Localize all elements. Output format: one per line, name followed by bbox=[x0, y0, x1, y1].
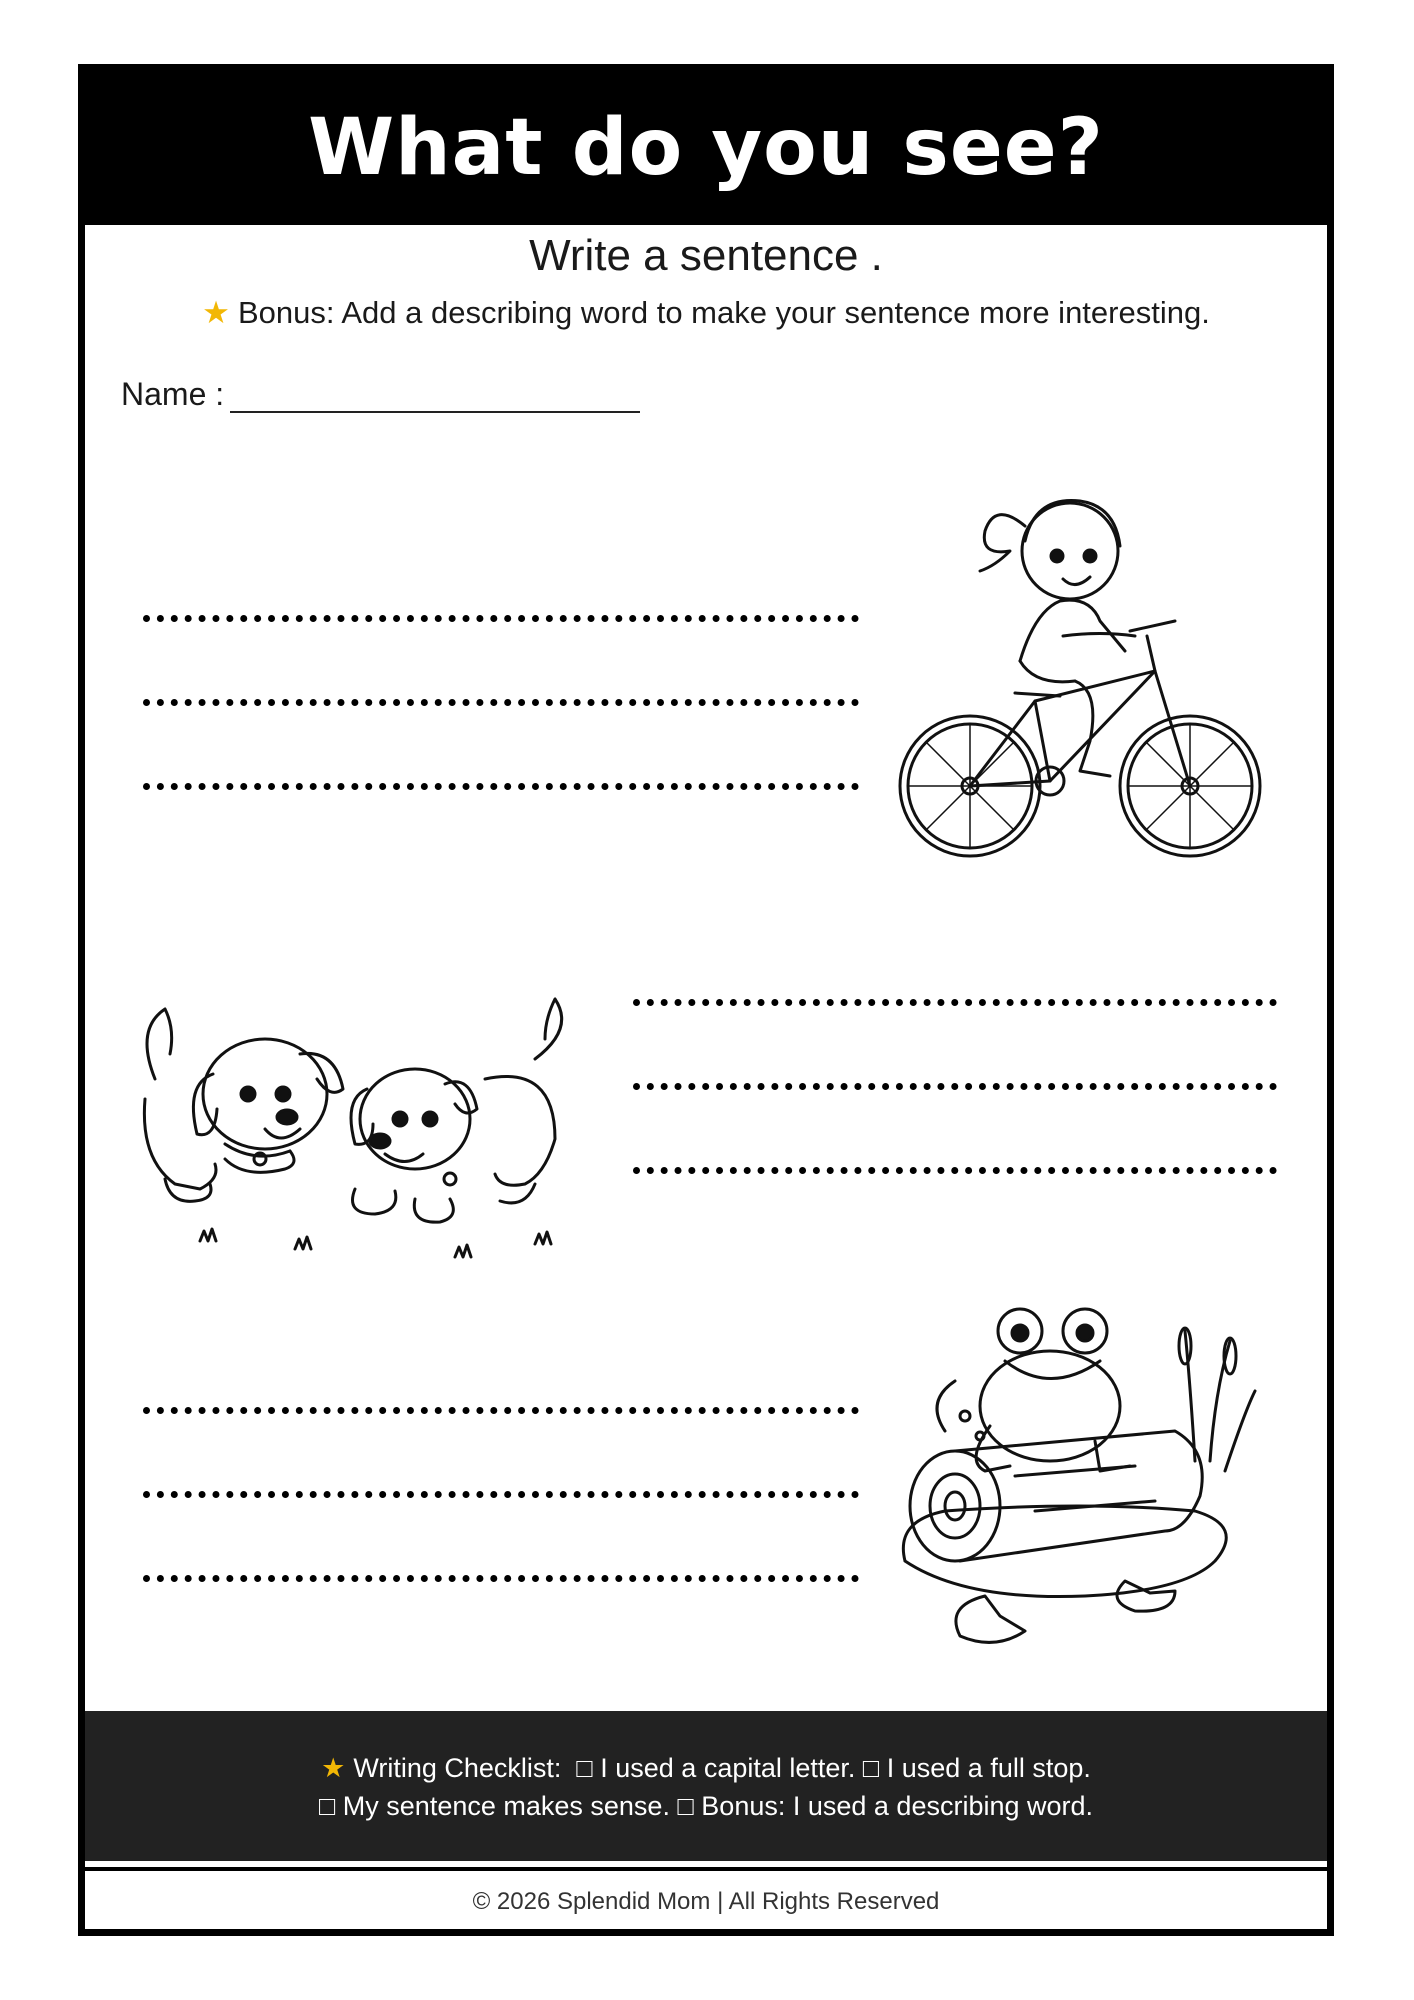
checklist-title: Writing Checklist: bbox=[353, 1753, 562, 1783]
writing-line[interactable] bbox=[633, 1167, 1277, 1174]
writing-line[interactable] bbox=[143, 615, 859, 622]
worksheet-frame bbox=[78, 64, 1334, 1936]
checklist-item: I used a full stop. bbox=[886, 1753, 1091, 1783]
copyright-footer: © 2026 Splendid Mom | All Rights Reserved bbox=[85, 1867, 1327, 1929]
checklist-item: My sentence makes sense. bbox=[342, 1791, 670, 1821]
bonus-text: Bonus: Add a describing word to make your sentence more interesting. bbox=[237, 295, 1210, 330]
writing-line[interactable] bbox=[143, 783, 859, 790]
checklist-item: Bonus: I used a describing word. bbox=[701, 1791, 1094, 1821]
girl-riding-bicycle-icon bbox=[885, 471, 1273, 871]
writing-line[interactable] bbox=[143, 699, 859, 706]
checkbox-icon[interactable]: □ bbox=[576, 1753, 593, 1783]
name-label: Name : bbox=[121, 376, 225, 412]
instruction-title: Write a sentence . bbox=[529, 231, 883, 280]
checklist-line-1 bbox=[85, 1749, 1327, 1787]
star-icon: ★ bbox=[202, 295, 230, 330]
frog-on-log-icon bbox=[885, 1261, 1273, 1661]
name-field[interactable] bbox=[121, 376, 640, 413]
checkbox-icon[interactable]: □ bbox=[677, 1791, 694, 1821]
writing-line[interactable] bbox=[143, 1491, 859, 1498]
checkbox-icon[interactable]: □ bbox=[318, 1791, 336, 1821]
checklist-line-2 bbox=[85, 1787, 1327, 1825]
writing-line[interactable] bbox=[633, 999, 1277, 1006]
writing-line[interactable] bbox=[143, 1575, 859, 1582]
checkbox-icon[interactable]: □ bbox=[862, 1753, 880, 1783]
checklist-item: I used a capital letter. bbox=[600, 1753, 856, 1783]
writing-line[interactable] bbox=[633, 1083, 1277, 1090]
star-icon: ★ bbox=[321, 1753, 346, 1783]
writing-line[interactable] bbox=[143, 1407, 859, 1414]
worksheet-title: What do you see? bbox=[308, 103, 1104, 193]
writing-checklist bbox=[85, 1711, 1327, 1861]
worksheet-header bbox=[85, 71, 1327, 225]
bonus-instruction bbox=[85, 295, 1327, 331]
name-blank[interactable] bbox=[230, 381, 640, 413]
two-puppies-playing-icon bbox=[105, 969, 605, 1269]
